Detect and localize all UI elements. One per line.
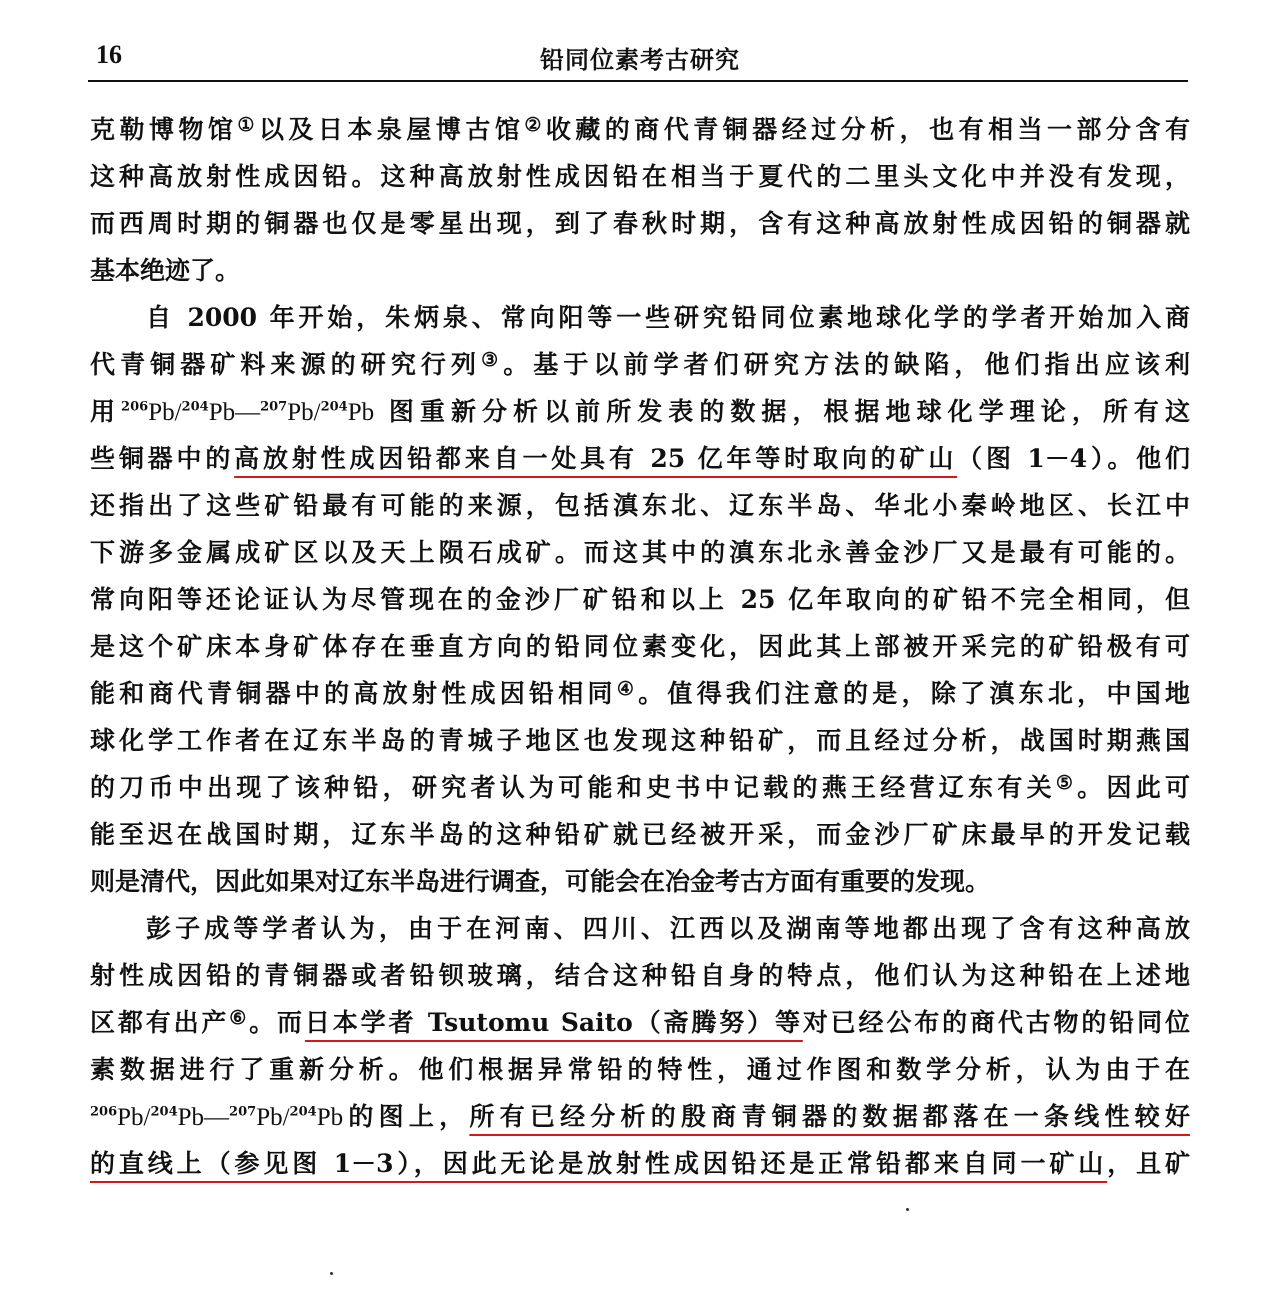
footnote-ref[interactable]: ⑤ (1055, 772, 1078, 794)
text-line-19: 射性成因铅的青铜器或者铅钡玻璃，结合这种铅自身的特点，他们认为这种铅在上述地 (90, 961, 1190, 990)
text-line-23: 的直线上（参见图 1－3），因此无论是放射性成因铅还是正常铅都来自同一矿山，且矿 (90, 1149, 1190, 1178)
text-line-1: 克勒博物馆①以及日本泉屋博古馆②收藏的商代青铜器经过分析，也有相当一部分含有 (90, 114, 1190, 144)
text-line-7: 用$^{206}$Pb/$^{204}$Pb—$^{207}$Pb/$^{204}$Pb 图重新分析以前所发表的数据，根据地球化学理论，所有这 (90, 397, 1190, 426)
text-line-12: 是这个矿床本身矿体存在垂直方向的铅同位素变化，因此其上部被开采完的矿铅极有可 (90, 632, 1190, 661)
text-line-16: 能至迟在战国时期，辽东半岛的这种铅矿就已经被开采，而金沙厂矿床最早的开发记载 (90, 820, 1190, 849)
text-line-21: 素数据进行了重新分析。他们根据异常铅的特性，通过作图和数学分析，认为由于在 (90, 1055, 1190, 1084)
running-title: 铅同位素考古研究 (540, 46, 740, 74)
highlighted-passage: 的直线上（参见图 1－3），因此无论是放射性成因铅还是正常铅都来自同一矿山 (90, 1149, 1108, 1178)
highlighted-passage: 高放射性成因铅都来自一处具有 25 亿年等时取向的矿山 (234, 444, 958, 473)
text-line-14: 球化学工作者在辽东半岛的青城子地区也发现这种铅矿，而且经过分析，战国时期燕国 (90, 726, 1190, 755)
text-line-6: 代青铜器矿料来源的研究行列③。基于以前学者们研究方法的缺陷，他们指出应该利 (90, 349, 1190, 379)
text-line-10: 下游多金属成矿区以及天上陨石成矿。而这其中的滇东北永善金沙厂又是最有可能的。 (90, 538, 1190, 567)
text-line-8: 些铜器中的高放射性成因铅都来自一处具有 25 亿年等时取向的矿山（图 1－4）。他们 (90, 444, 1190, 473)
text-line-13: 能和商代青铜器中的高放射性成因铅相同④。值得我们注意的是，除了滇东北，中国地 (90, 678, 1190, 708)
footnote-ref[interactable]: ② (524, 114, 546, 136)
page-header (0, 0, 1280, 84)
footnote-ref[interactable]: ① (237, 114, 259, 136)
text-line-22: $^{206}$Pb/$^{204}$Pb—$^{207}$Pb/$^{204}$Pb的图上，所有已经分析的殷商青铜器的数据都落在一条线性较好 (90, 1102, 1190, 1131)
footnote-ref[interactable]: ⑥ (229, 1007, 250, 1029)
scan-speck (330, 1272, 333, 1275)
highlighted-passage: 所有已经分析的殷商青铜器的数据都落在一条线性较好 (469, 1102, 1190, 1131)
footnote-ref[interactable]: ③ (481, 349, 504, 371)
text-line-5: 自 2000 年开始，朱炳泉、常向阳等一些研究铅同位素地球化学的学者开始加入商 (146, 303, 1190, 332)
text-line-4: 基本绝迹了。 (90, 256, 241, 285)
text-line-2: 这种高放射性成因铅。这种高放射性成因铅在相当于夏代的二里头文化中并没有发现， (90, 162, 1190, 191)
text-line-18: 彭子成等学者认为，由于在河南、四川、江西以及湖南等地都出现了含有这种高放 (146, 914, 1190, 943)
body-text (90, 106, 1190, 1187)
text-line-17: 则是清代，因此如果对辽东半岛进行调查，可能会在冶金考古方面有重要的发现。 (90, 867, 991, 896)
text-line-20: 区都有出产⑥。而日本学者 Tsutomu Saito（斋腾努）等对已经公布的商代古物的铅同位 (90, 1007, 1190, 1037)
highlighted-passage: 日本学者 Tsutomu Saito（斋腾努）等 (304, 1008, 803, 1037)
text-line-3: 而西周时期的铜器也仅是零星出现，到了春秋时期，含有这种高放射性成因铅的铜器就 (90, 209, 1190, 238)
text-line-11: 常向阳等还论证认为尽管现在的金沙厂矿铅和以上 25 亿年取向的矿铅不完全相同，但 (90, 585, 1190, 614)
text-line-15: 的刀币中出现了该种铅，研究者认为可能和史书中记载的燕王经营辽东有关⑤。因此可 (90, 772, 1190, 802)
footnote-ref[interactable]: ④ (616, 678, 639, 700)
text-line-9: 还指出了这些矿铅最有可能的来源，包括滇东北、辽东半岛、华北小秦岭地区、长江中 (90, 491, 1190, 520)
scan-speck (906, 1208, 909, 1211)
page-number: 16 (96, 40, 122, 69)
header-rule (88, 80, 1188, 82)
